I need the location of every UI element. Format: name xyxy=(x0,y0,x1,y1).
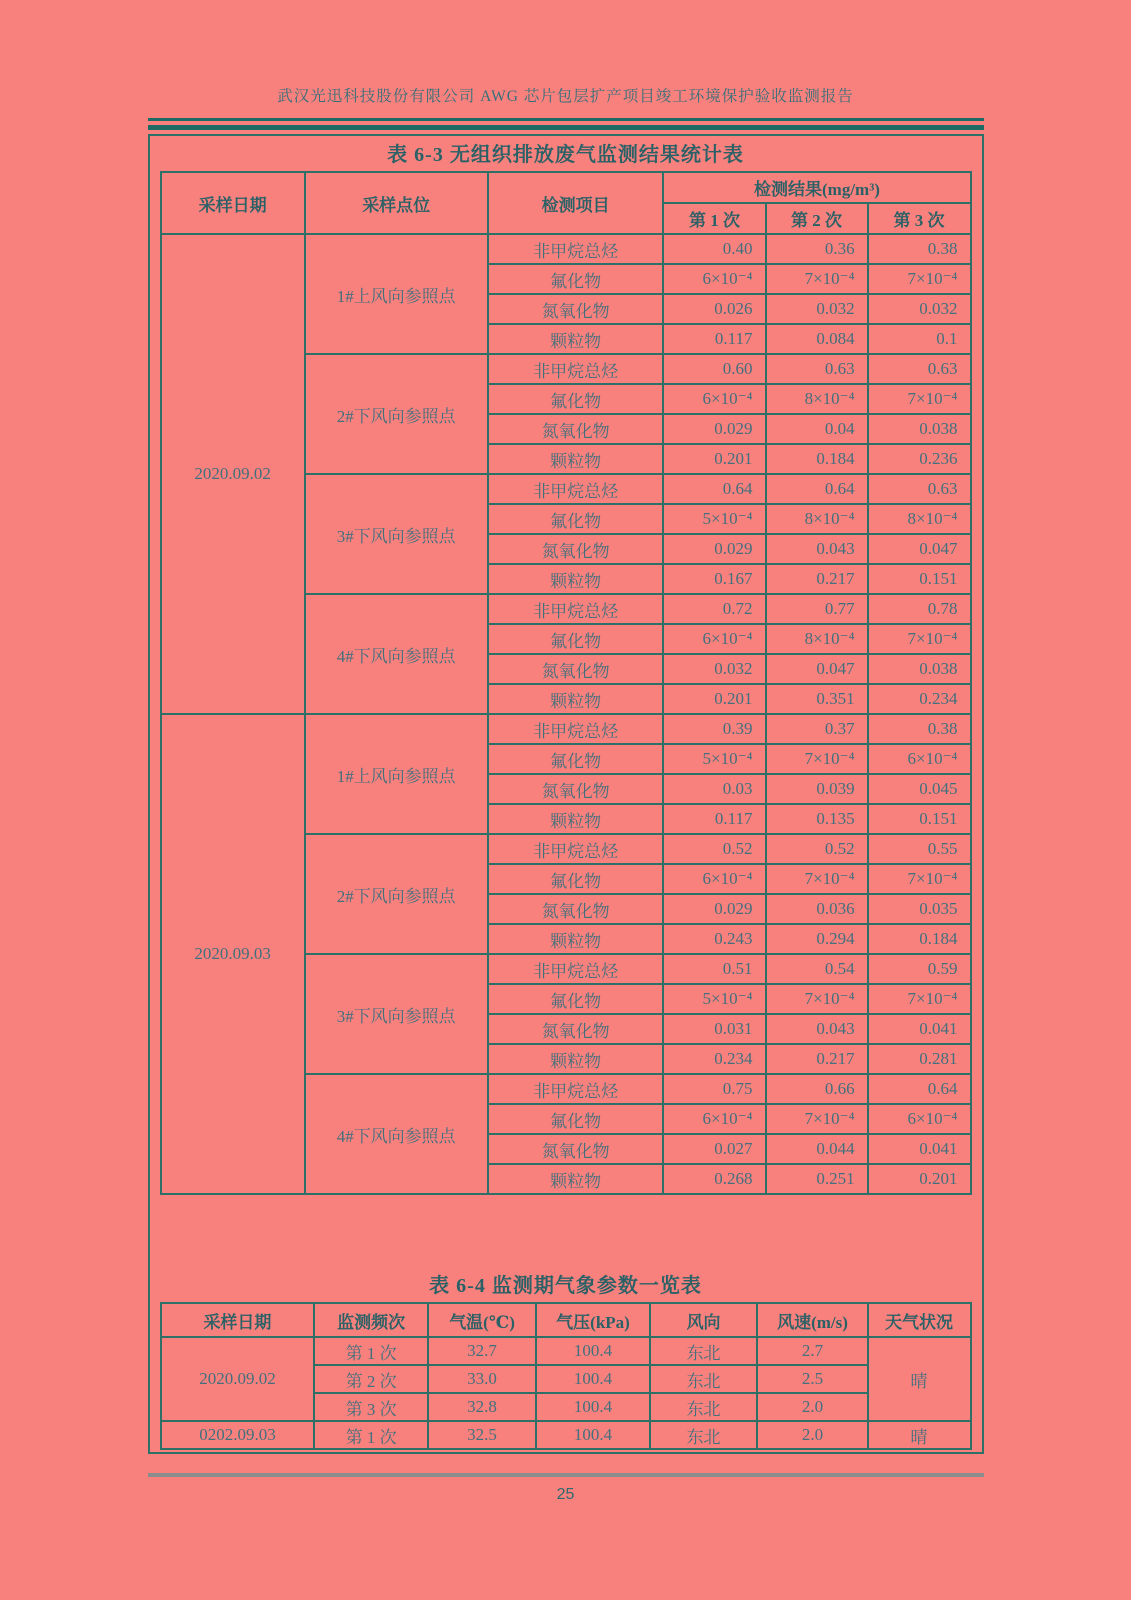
result-value-cell-run3: 0.035 xyxy=(868,894,971,924)
result-value-cell-run2: 0.36 xyxy=(766,234,868,264)
result-value-cell-run3: 0.281 xyxy=(868,1044,971,1074)
result-value-cell-run1: 6×10⁻⁴ xyxy=(663,864,765,894)
frequency-cell: 第 2 次 xyxy=(314,1365,427,1393)
content-frame xyxy=(148,134,984,1454)
result-value-cell-run1: 0.03 xyxy=(663,774,765,804)
result-value-cell-run3: 0.184 xyxy=(868,924,971,954)
result-value-cell-run3: 0.151 xyxy=(868,804,971,834)
result-value-cell-run2: 8×10⁻⁴ xyxy=(766,624,868,654)
frequency-cell: 第 3 次 xyxy=(314,1393,427,1421)
monitor-item-cell: 颗粒物 xyxy=(488,324,664,354)
table2-row xyxy=(161,1421,971,1449)
result-value-cell-run1: 0.026 xyxy=(663,294,765,324)
monitor-item-cell: 氟化物 xyxy=(488,744,664,774)
result-value-cell-run1: 0.268 xyxy=(663,1164,765,1194)
result-value-cell-run1: 5×10⁻⁴ xyxy=(663,984,765,1014)
result-value-cell-run3: 7×10⁻⁴ xyxy=(868,384,971,414)
monitor-item-cell: 颗粒物 xyxy=(488,924,664,954)
result-value-cell-run1: 0.117 xyxy=(663,324,765,354)
monitor-item-cell: 非甲烷总烃 xyxy=(488,714,664,744)
result-value-cell-run1: 0.52 xyxy=(663,834,765,864)
monitor-item-cell: 氟化物 xyxy=(488,864,664,894)
table2-header xyxy=(161,1303,971,1337)
table1-header-row-1 xyxy=(161,172,971,203)
table1-col-results-group: 检测结果(mg/m³) xyxy=(663,172,970,203)
sample-location-cell: 1#上风向参照点 xyxy=(305,234,488,354)
result-value-cell-run1: 6×10⁻⁴ xyxy=(663,264,765,294)
monitor-item-cell: 氟化物 xyxy=(488,1104,664,1134)
result-value-cell-run3: 7×10⁻⁴ xyxy=(868,864,971,894)
table2-col-weather: 天气状况 xyxy=(868,1303,971,1337)
header-double-rule xyxy=(148,118,984,130)
monitor-item-cell: 氟化物 xyxy=(488,624,664,654)
result-value-cell-run1: 0.75 xyxy=(663,1074,765,1104)
result-value-cell-run2: 7×10⁻⁴ xyxy=(766,864,868,894)
sample-location-cell: 4#下风向参照点 xyxy=(305,594,488,714)
table2-title: 表 6-4 监测期气象参数一览表 xyxy=(429,1275,702,1297)
result-value-cell-run1: 0.029 xyxy=(663,414,765,444)
result-value-cell-run2: 0.036 xyxy=(766,894,868,924)
table2-col-wind-direction: 风向 xyxy=(650,1303,758,1337)
pressure-cell: 100.4 xyxy=(536,1365,649,1393)
table2-col-sample-date: 采样日期 xyxy=(161,1303,315,1337)
frequency-cell: 第 1 次 xyxy=(314,1337,427,1365)
result-value-cell-run1: 0.029 xyxy=(663,534,765,564)
result-value-cell-run2: 7×10⁻⁴ xyxy=(766,744,868,774)
result-value-cell-run2: 0.37 xyxy=(766,714,868,744)
result-value-cell-run2: 0.52 xyxy=(766,834,868,864)
result-value-cell-run2: 0.251 xyxy=(766,1164,868,1194)
temperature-cell: 32.5 xyxy=(428,1421,537,1449)
result-value-cell-run3: 0.38 xyxy=(868,234,971,264)
result-value-cell-run2: 8×10⁻⁴ xyxy=(766,384,868,414)
result-value-cell-run2: 0.039 xyxy=(766,774,868,804)
table1-col-monitor-item: 检测项目 xyxy=(488,172,664,234)
wind-speed-cell: 2.5 xyxy=(757,1365,867,1393)
result-value-cell-run2: 0.217 xyxy=(766,1044,868,1074)
table2-col-temperature: 气温(℃) xyxy=(428,1303,537,1337)
result-value-cell-run2: 0.54 xyxy=(766,954,868,984)
monitor-item-cell: 氮氧化物 xyxy=(488,774,664,804)
result-value-cell-run2: 0.294 xyxy=(766,924,868,954)
result-value-cell-run1: 0.64 xyxy=(663,474,765,504)
monitor-item-cell: 颗粒物 xyxy=(488,1044,664,1074)
table1-col-sample-date: 采样日期 xyxy=(161,172,305,234)
monitor-item-cell: 氮氧化物 xyxy=(488,1134,664,1164)
monitor-item-cell: 氟化物 xyxy=(488,384,664,414)
result-value-cell-run1: 5×10⁻⁴ xyxy=(663,744,765,774)
result-value-cell-run3: 6×10⁻⁴ xyxy=(868,1104,971,1134)
wind-direction-cell: 东北 xyxy=(650,1421,758,1449)
result-value-cell-run1: 6×10⁻⁴ xyxy=(663,624,765,654)
temperature-cell: 32.7 xyxy=(428,1337,537,1365)
result-value-cell-run3: 0.63 xyxy=(868,474,971,504)
result-value-cell-run3: 0.1 xyxy=(868,324,971,354)
table1-col-run3: 第 3 次 xyxy=(868,203,971,234)
pressure-cell: 100.4 xyxy=(536,1421,649,1449)
result-value-cell-run3: 0.236 xyxy=(868,444,971,474)
monitor-item-cell: 氟化物 xyxy=(488,264,664,294)
temperature-cell: 33.0 xyxy=(428,1365,537,1393)
table1-col-sample-location: 采样点位 xyxy=(305,172,488,234)
result-value-cell-run3: 0.047 xyxy=(868,534,971,564)
table1-header xyxy=(161,172,971,234)
wind-speed-cell: 2.0 xyxy=(757,1421,867,1449)
result-value-cell-run1: 0.029 xyxy=(663,894,765,924)
result-value-cell-run3: 0.64 xyxy=(868,1074,971,1104)
result-value-cell-run3: 0.032 xyxy=(868,294,971,324)
table1-body xyxy=(161,234,971,1194)
result-value-cell-run3: 0.234 xyxy=(868,684,971,714)
monitor-item-cell: 氟化物 xyxy=(488,984,664,1014)
document-header-title: 武汉光迅科技股份有限公司 AWG 芯片包层扩产项目竣工环境保护验收监测报告 xyxy=(277,88,854,105)
weather-date-cell: 0202.09.03 xyxy=(161,1421,315,1449)
monitor-item-cell: 氟化物 xyxy=(488,504,664,534)
result-value-cell-run2: 0.77 xyxy=(766,594,868,624)
result-value-cell-run2: 0.184 xyxy=(766,444,868,474)
footer-rule xyxy=(148,1473,984,1477)
result-value-cell-run3: 0.038 xyxy=(868,654,971,684)
result-value-cell-run2: 0.043 xyxy=(766,1014,868,1044)
sample-location-cell: 3#下风向参照点 xyxy=(305,954,488,1074)
wind-direction-cell: 东北 xyxy=(650,1365,758,1393)
weather-date-cell: 2020.09.02 xyxy=(161,1337,315,1421)
monitor-item-cell: 颗粒物 xyxy=(488,564,664,594)
table1-title: 表 6-3 无组织排放废气监测结果统计表 xyxy=(387,144,744,166)
result-value-cell-run3: 0.151 xyxy=(868,564,971,594)
sample-location-cell: 1#上风向参照点 xyxy=(305,714,488,834)
result-value-cell-run2: 7×10⁻⁴ xyxy=(766,984,868,1014)
table2-col-frequency: 监测频次 xyxy=(314,1303,427,1337)
monitor-item-cell: 氮氧化物 xyxy=(488,654,664,684)
weather-parameters-table xyxy=(160,1302,972,1450)
monitor-item-cell: 氮氧化物 xyxy=(488,1014,664,1044)
result-value-cell-run3: 7×10⁻⁴ xyxy=(868,624,971,654)
result-value-cell-run3: 0.038 xyxy=(868,414,971,444)
table1-col-run2: 第 2 次 xyxy=(766,203,868,234)
page-number: 25 xyxy=(556,1486,575,1503)
result-value-cell-run1: 0.243 xyxy=(663,924,765,954)
monitor-item-cell: 氮氧化物 xyxy=(488,534,664,564)
sample-location-cell: 4#下风向参照点 xyxy=(305,1074,488,1194)
monitor-item-cell: 非甲烷总烃 xyxy=(488,234,664,264)
wind-speed-cell: 2.7 xyxy=(757,1337,867,1365)
table2-col-wind-speed: 风速(m/s) xyxy=(757,1303,867,1337)
result-value-cell-run3: 0.38 xyxy=(868,714,971,744)
result-value-cell-run3: 0.63 xyxy=(868,354,971,384)
result-value-cell-run1: 0.117 xyxy=(663,804,765,834)
result-value-cell-run3: 0.041 xyxy=(868,1014,971,1044)
weather-condition-cell: 晴 xyxy=(868,1421,971,1449)
result-value-cell-run3: 8×10⁻⁴ xyxy=(868,504,971,534)
result-value-cell-run2: 0.64 xyxy=(766,474,868,504)
result-value-cell-run2: 0.047 xyxy=(766,654,868,684)
monitor-item-cell: 非甲烷总烃 xyxy=(488,1074,664,1104)
result-value-cell-run1: 6×10⁻⁴ xyxy=(663,384,765,414)
result-value-cell-run1: 0.40 xyxy=(663,234,765,264)
result-value-cell-run3: 0.201 xyxy=(868,1164,971,1194)
result-value-cell-run1: 0.39 xyxy=(663,714,765,744)
result-value-cell-run3: 7×10⁻⁴ xyxy=(868,264,971,294)
result-value-cell-run3: 0.59 xyxy=(868,954,971,984)
result-value-cell-run1: 0.027 xyxy=(663,1134,765,1164)
table1-row xyxy=(161,234,971,264)
monitor-item-cell: 非甲烷总烃 xyxy=(488,354,664,384)
sample-location-cell: 2#下风向参照点 xyxy=(305,834,488,954)
result-value-cell-run2: 0.043 xyxy=(766,534,868,564)
table2-header-row xyxy=(161,1303,971,1337)
result-value-cell-run2: 0.351 xyxy=(766,684,868,714)
result-value-cell-run2: 0.04 xyxy=(766,414,868,444)
result-value-cell-run1: 0.201 xyxy=(663,684,765,714)
monitor-item-cell: 颗粒物 xyxy=(488,1164,664,1194)
result-value-cell-run2: 7×10⁻⁴ xyxy=(766,264,868,294)
result-value-cell-run2: 0.044 xyxy=(766,1134,868,1164)
table2-col-pressure: 气压(kPa) xyxy=(536,1303,649,1337)
sample-date-cell: 2020.09.02 xyxy=(161,234,305,714)
result-value-cell-run1: 0.234 xyxy=(663,1044,765,1074)
monitor-item-cell: 颗粒物 xyxy=(488,804,664,834)
monitor-item-cell: 颗粒物 xyxy=(488,684,664,714)
table1-col-run1: 第 1 次 xyxy=(663,203,765,234)
monitor-item-cell: 氮氧化物 xyxy=(488,414,664,444)
monitor-item-cell: 颗粒物 xyxy=(488,444,664,474)
monitor-item-cell: 非甲烷总烃 xyxy=(488,834,664,864)
table1-row xyxy=(161,714,971,744)
result-value-cell-run2: 0.63 xyxy=(766,354,868,384)
result-value-cell-run1: 5×10⁻⁴ xyxy=(663,504,765,534)
result-value-cell-run1: 0.60 xyxy=(663,354,765,384)
result-value-cell-run1: 0.167 xyxy=(663,564,765,594)
table2-row xyxy=(161,1337,971,1365)
result-value-cell-run3: 0.041 xyxy=(868,1134,971,1164)
report-page xyxy=(148,84,984,1504)
result-value-cell-run1: 6×10⁻⁴ xyxy=(663,1104,765,1134)
result-value-cell-run2: 0.217 xyxy=(766,564,868,594)
monitor-item-cell: 氮氧化物 xyxy=(488,894,664,924)
monitor-item-cell: 非甲烷总烃 xyxy=(488,954,664,984)
pressure-cell: 100.4 xyxy=(536,1393,649,1421)
table2-body xyxy=(161,1337,971,1449)
result-value-cell-run2: 0.66 xyxy=(766,1074,868,1104)
wind-direction-cell: 东北 xyxy=(650,1337,758,1365)
result-value-cell-run2: 0.135 xyxy=(766,804,868,834)
pressure-cell: 100.4 xyxy=(536,1337,649,1365)
result-value-cell-run1: 0.032 xyxy=(663,654,765,684)
sample-date-cell: 2020.09.03 xyxy=(161,714,305,1194)
result-value-cell-run3: 6×10⁻⁴ xyxy=(868,744,971,774)
result-value-cell-run1: 0.201 xyxy=(663,444,765,474)
result-value-cell-run1: 0.51 xyxy=(663,954,765,984)
result-value-cell-run1: 0.72 xyxy=(663,594,765,624)
monitor-item-cell: 氮氧化物 xyxy=(488,294,664,324)
monitor-item-cell: 非甲烷总烃 xyxy=(488,594,664,624)
frequency-cell: 第 1 次 xyxy=(314,1421,427,1449)
result-value-cell-run1: 0.031 xyxy=(663,1014,765,1044)
temperature-cell: 32.8 xyxy=(428,1393,537,1421)
emissions-results-table xyxy=(160,171,972,1195)
result-value-cell-run3: 0.55 xyxy=(868,834,971,864)
result-value-cell-run3: 7×10⁻⁴ xyxy=(868,984,971,1014)
sample-location-cell: 3#下风向参照点 xyxy=(305,474,488,594)
result-value-cell-run2: 8×10⁻⁴ xyxy=(766,504,868,534)
result-value-cell-run3: 0.78 xyxy=(868,594,971,624)
result-value-cell-run2: 7×10⁻⁴ xyxy=(766,1104,868,1134)
result-value-cell-run2: 0.032 xyxy=(766,294,868,324)
result-value-cell-run2: 0.084 xyxy=(766,324,868,354)
wind-direction-cell: 东北 xyxy=(650,1393,758,1421)
result-value-cell-run3: 0.045 xyxy=(868,774,971,804)
monitor-item-cell: 非甲烷总烃 xyxy=(488,474,664,504)
weather-condition-cell: 晴 xyxy=(868,1337,971,1421)
sample-location-cell: 2#下风向参照点 xyxy=(305,354,488,474)
wind-speed-cell: 2.0 xyxy=(757,1393,867,1421)
